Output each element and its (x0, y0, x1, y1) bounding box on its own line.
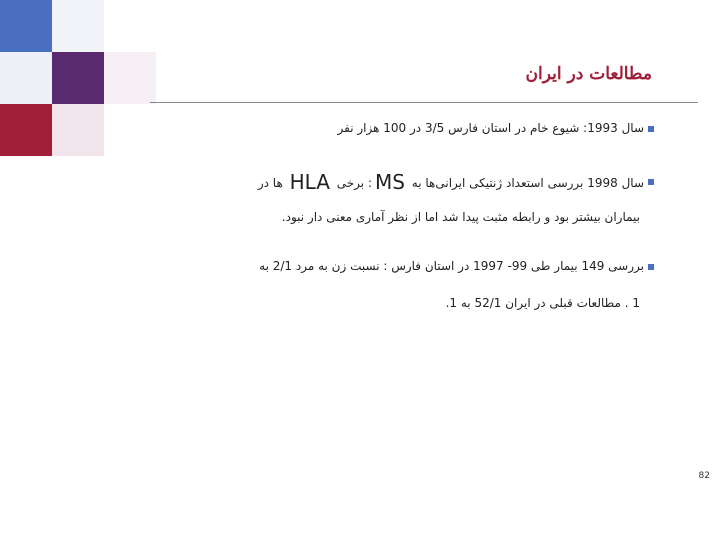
bullet-3-line-2: 1 . مطالعات قبلی در ایران 52/1 به 1. (445, 296, 640, 310)
bullet-square-icon (648, 126, 654, 132)
title-divider (150, 102, 698, 103)
bullet-2-text-a: سال 1998 بررسی استعداد ژنتیکی ایرانی‌ها به (411, 176, 644, 190)
bullet-2-text-b: : برخی (336, 176, 373, 190)
bullet-square-icon (648, 179, 654, 185)
bullet-square-icon (648, 264, 654, 270)
bullet-3-line-1: بررسی 149 بیمار طی 99- 1997 در استان فارس : نسبت زن به مرد 2/1 به (259, 259, 644, 273)
bullet-1-text: سال 1993: شیوع خام در استان فارس 3/5 در 100 هزار نفر (337, 121, 644, 135)
decor-square-pale (52, 104, 104, 156)
decor-square-purple (52, 52, 104, 104)
decor-square-pale (0, 52, 52, 104)
decor-square-blue (0, 0, 52, 52)
bullet-2-line-1 (258, 170, 644, 194)
bullet-2-text-c: ها در (257, 176, 283, 190)
ms-term: MS (375, 170, 405, 194)
decor-square-pale (104, 52, 156, 104)
slide-title: مطالعات در ایران (525, 64, 652, 84)
bullet-2-line-2: بیماران بیشتر بود و رابطه مثبت پیدا شد اما از نظر آماری معنی دار نبود. (281, 210, 640, 224)
decor-square-red (0, 104, 52, 156)
page-number: 82 (698, 471, 710, 481)
decor-square-pale (52, 0, 104, 52)
hla-term: HLA (289, 170, 330, 194)
